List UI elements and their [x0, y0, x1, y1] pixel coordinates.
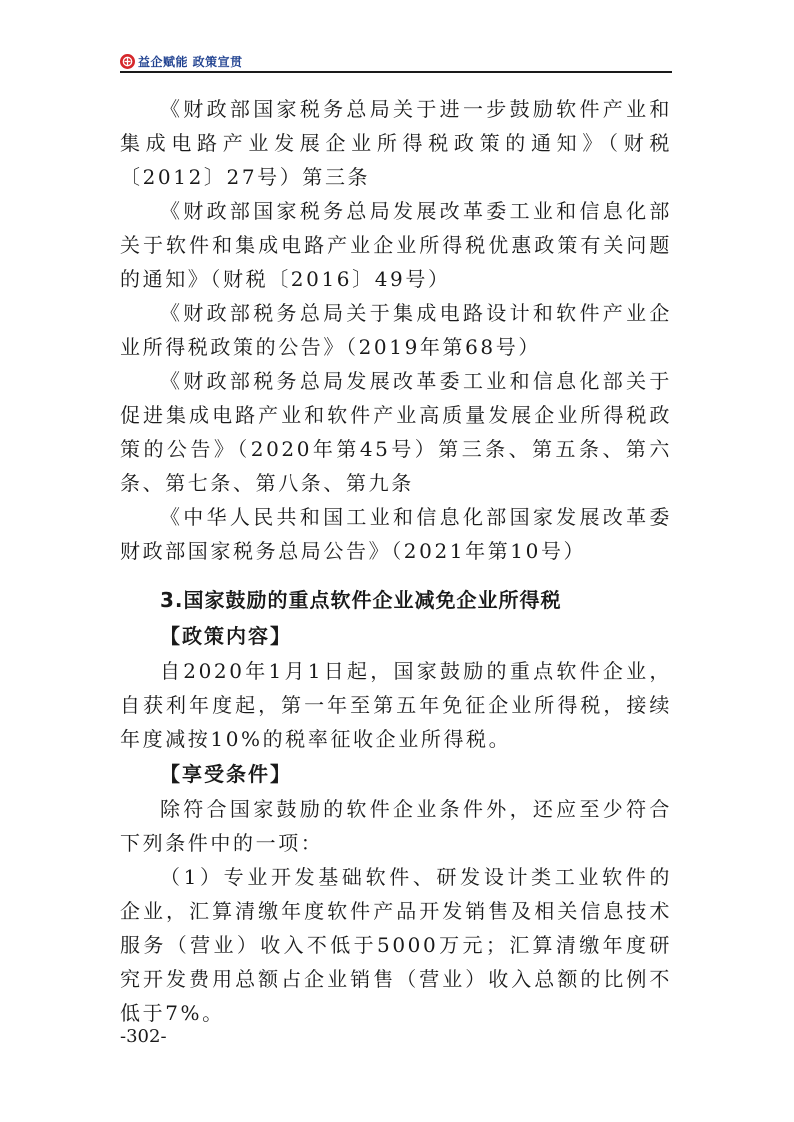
conditions-label: 【享受条件】: [160, 762, 292, 786]
reference-item: 《财政部国家税务总局发展改革委工业和信息化部关于软件和集成电路产业企业所得税优惠政策有关问题的通知》（财税〔2016〕49号）: [120, 199, 672, 291]
policy-content-text: 自2020年1月1日起，国家鼓励的重点软件企业，自获利年度起，第一年至第五年免征企业所得税，接续年度减按10%的税率征收企业所得税。: [120, 659, 672, 751]
conditions-intro: 除符合国家鼓励的软件企业条件外，还应至少符合下列条件中的一项：: [120, 797, 672, 855]
reference-item: 《财政部国家税务总局关于进一步鼓励软件产业和集成电路产业发展企业所得税政策的通知》（财税〔2012〕27号）第三条: [120, 97, 672, 189]
company-logo-icon: [120, 54, 135, 69]
header-divider: [120, 71, 672, 73]
spacer: [120, 568, 672, 582]
section-heading: 3.国家鼓励的重点软件企业减免企业所得税: [160, 588, 562, 612]
reference-item: 《财政部税务总局关于集成电路设计和软件产业企业所得税政策的公告》（2019年第68号）: [120, 301, 672, 359]
reference-item: 《中华人民共和国工业和信息化部国家发展改革委财政部国家税务总局公告》（2021年第10号）: [120, 505, 672, 563]
policy-content-label: 【政策内容】: [160, 624, 292, 648]
header-logo: [120, 52, 243, 70]
page-header: [120, 50, 672, 74]
header-logo-text: 益企赋能 政策宣贯: [138, 54, 243, 69]
document-body: [120, 92, 672, 1030]
page-number: -302-: [120, 1026, 167, 1047]
reference-item: 《财政部税务总局发展改革委工业和信息化部关于促进集成电路产业和软件产业高质量发展企业所得税政策的公告》（2020年第45号）第三条、第五条、第六条、第七条、第八条、第九条: [120, 369, 672, 495]
condition-item: （1）专业开发基础软件、研发设计类工业软件的企业，汇算清缴年度软件产品开发销售及相关信息技术服务（营业）收入不低于5000万元；汇算清缴年度研究开发费用总额占企业销售（营业）收入总额的比例不低于7%。: [120, 865, 672, 1025]
